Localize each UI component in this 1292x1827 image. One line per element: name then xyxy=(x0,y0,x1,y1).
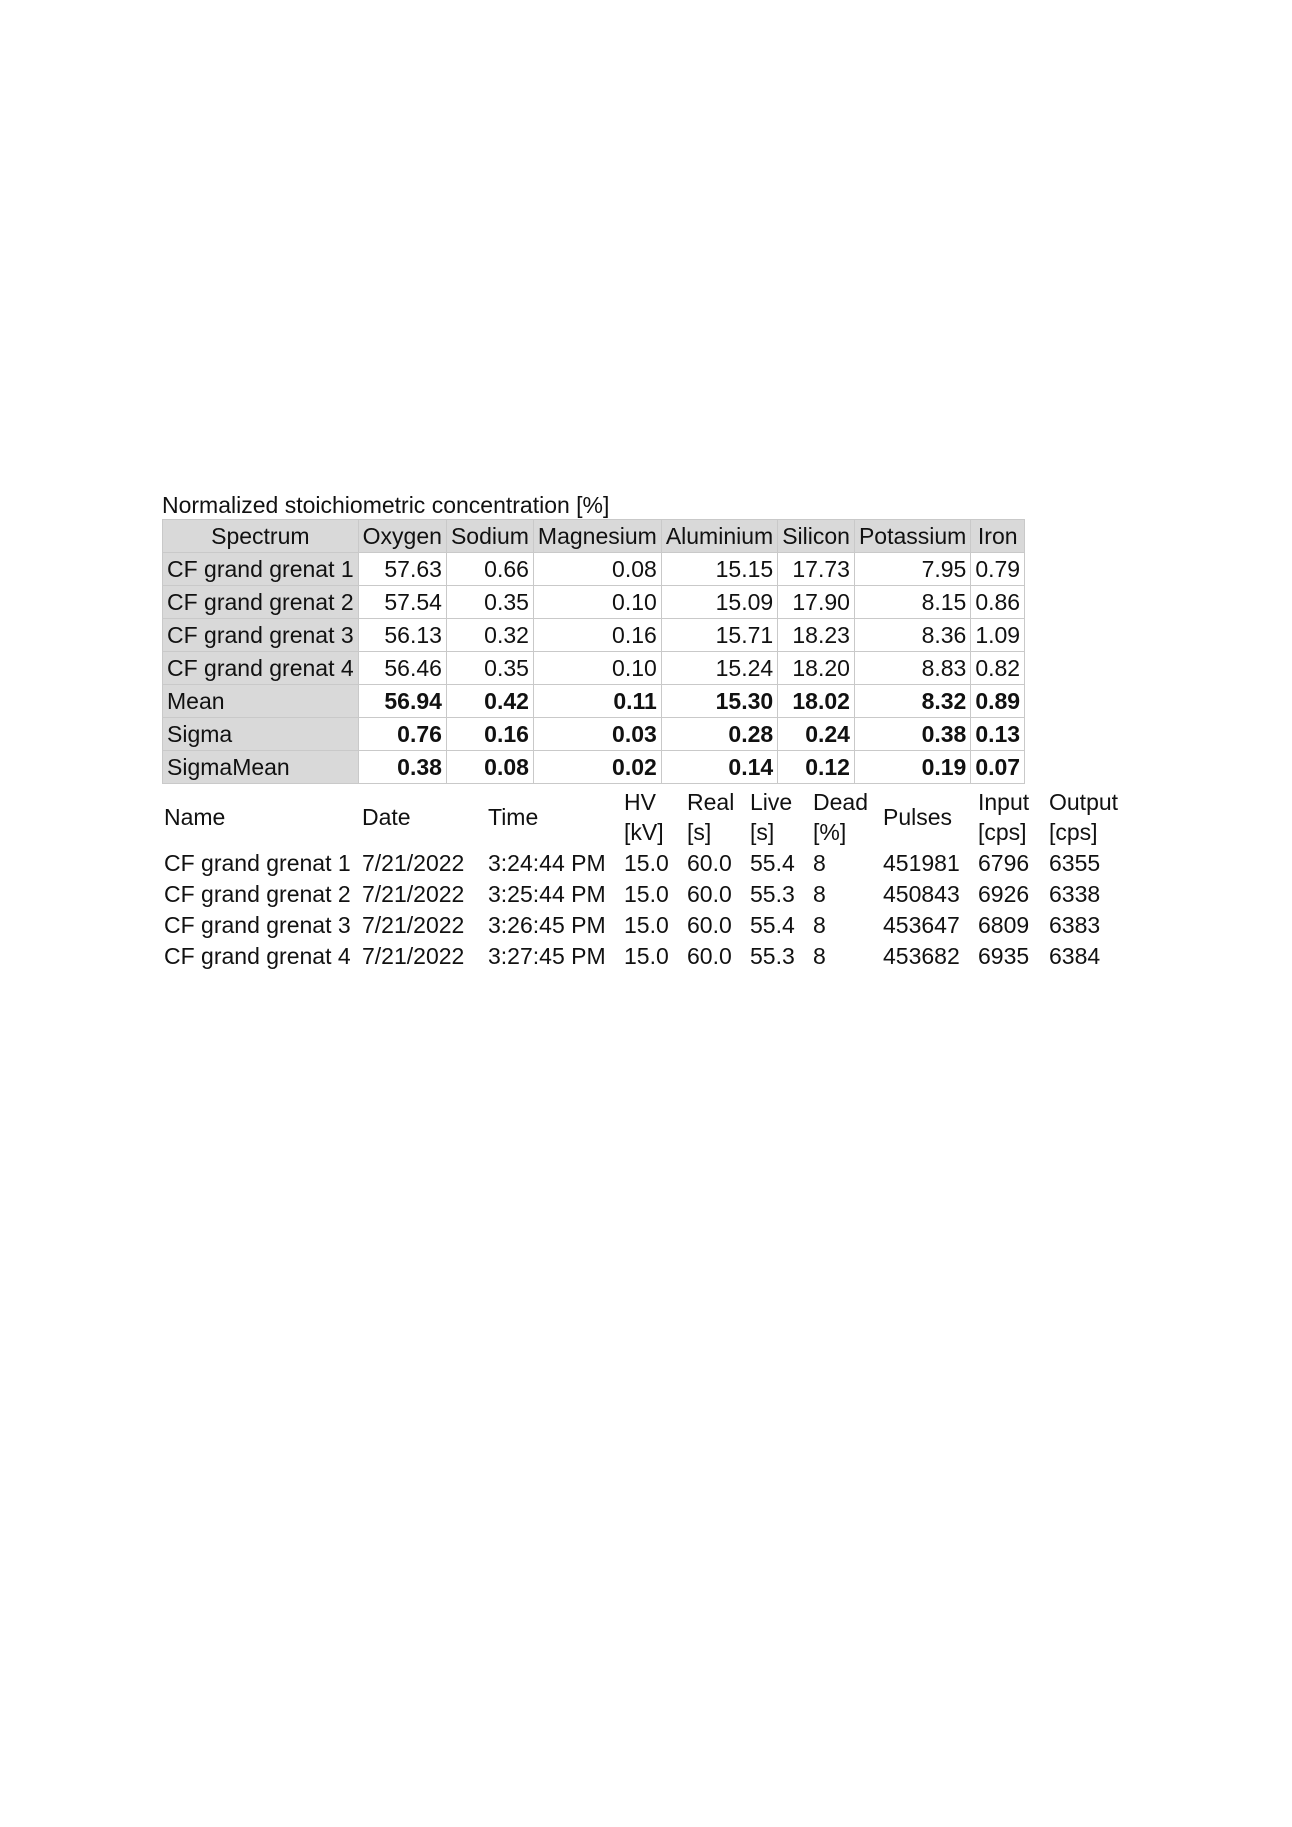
header-line2: [kV] xyxy=(624,819,664,845)
concentration-header-row xyxy=(163,520,1025,553)
cell-aluminium: 15.09 xyxy=(661,586,777,619)
header-line1: Input xyxy=(978,789,1030,815)
cell-oxygen: 0.38 xyxy=(358,751,446,784)
column-header-sodium: Sodium xyxy=(446,520,533,553)
cell-silicon: 0.24 xyxy=(778,718,855,751)
cell-live: 55.4 xyxy=(750,912,795,938)
cell-pulses: 451981 xyxy=(883,850,960,876)
cell-pulses: 453647 xyxy=(883,912,960,938)
column-header-hv xyxy=(624,786,687,848)
header-line2: [cps] xyxy=(1049,819,1098,845)
cell-date: 7/21/2022 xyxy=(362,881,465,907)
acquisition-table xyxy=(164,786,1129,972)
cell-time: 3:24:44 PM xyxy=(488,850,606,876)
header-line1: Real xyxy=(687,789,735,815)
cell-dead: 8 xyxy=(813,912,826,938)
cell-silicon: 17.90 xyxy=(778,586,855,619)
cell-oxygen: 56.46 xyxy=(358,652,446,685)
cell-pulses: 450843 xyxy=(883,881,960,907)
cell-aluminium: 15.15 xyxy=(661,553,777,586)
cell-aluminium: 15.24 xyxy=(661,652,777,685)
cell-iron: 0.79 xyxy=(971,553,1025,586)
cell-hv: 15.0 xyxy=(624,912,669,938)
column-header-spectrum: Spectrum xyxy=(163,520,359,553)
row-label: CF grand grenat 4 xyxy=(163,652,359,685)
column-header-potassium: Potassium xyxy=(854,520,970,553)
row-label: Mean xyxy=(163,685,359,718)
cell-input: 6809 xyxy=(978,912,1030,938)
cell-potassium: 0.38 xyxy=(854,718,970,751)
column-header-pulses xyxy=(883,786,978,848)
column-header-iron: Iron xyxy=(971,520,1025,553)
header-line2: [%] xyxy=(813,819,847,845)
cell-sodium: 0.35 xyxy=(446,586,533,619)
cell-aluminium: 15.71 xyxy=(661,619,777,652)
table-row xyxy=(163,652,1025,685)
cell-real: 60.0 xyxy=(687,912,732,938)
row-label: SigmaMean xyxy=(163,751,359,784)
column-header-live xyxy=(750,786,813,848)
cell-aluminium: 15.30 xyxy=(661,685,777,718)
cell-date: 7/21/2022 xyxy=(362,912,465,938)
cell-silicon: 0.12 xyxy=(778,751,855,784)
column-header-input xyxy=(978,786,1049,848)
cell-name: CF grand grenat 1 xyxy=(164,850,351,876)
row-label: CF grand grenat 1 xyxy=(163,553,359,586)
cell-dead: 8 xyxy=(813,881,826,907)
cell-magnesium: 0.16 xyxy=(533,619,661,652)
cell-output: 6355 xyxy=(1049,850,1101,876)
cell-dead: 8 xyxy=(813,850,826,876)
row-label: CF grand grenat 2 xyxy=(163,586,359,619)
cell-magnesium: 0.03 xyxy=(533,718,661,751)
header-line1: Time xyxy=(488,804,539,830)
cell-input: 6926 xyxy=(978,881,1030,907)
cell-real: 60.0 xyxy=(687,850,732,876)
cell-oxygen: 0.76 xyxy=(358,718,446,751)
cell-iron: 0.82 xyxy=(971,652,1025,685)
column-header-output xyxy=(1049,786,1129,848)
cell-potassium: 8.32 xyxy=(854,685,970,718)
cell-oxygen: 56.94 xyxy=(358,685,446,718)
table-row xyxy=(163,586,1025,619)
cell-live: 55.3 xyxy=(750,881,795,907)
summary-row-sigmamean xyxy=(163,751,1025,784)
cell-sodium: 0.66 xyxy=(446,553,533,586)
header-line1: Date xyxy=(362,804,411,830)
table-row xyxy=(164,848,1129,879)
table-row xyxy=(164,879,1129,910)
acquisition-header-row xyxy=(164,786,1129,848)
cell-sodium: 0.08 xyxy=(446,751,533,784)
cell-magnesium: 0.10 xyxy=(533,586,661,619)
cell-live: 55.4 xyxy=(750,850,795,876)
cell-time: 3:27:45 PM xyxy=(488,943,606,969)
cell-potassium: 8.83 xyxy=(854,652,970,685)
column-header-date xyxy=(362,786,488,848)
column-header-dead xyxy=(813,786,883,848)
cell-sodium: 0.16 xyxy=(446,718,533,751)
table-row xyxy=(163,553,1025,586)
table-caption: Normalized stoichiometric concentration [%] xyxy=(162,492,610,518)
cell-iron: 0.89 xyxy=(971,685,1025,718)
cell-name: CF grand grenat 3 xyxy=(164,912,351,938)
column-header-oxygen: Oxygen xyxy=(358,520,446,553)
column-header-time xyxy=(488,786,624,848)
header-line1: Pulses xyxy=(883,804,953,830)
cell-iron: 1.09 xyxy=(971,619,1025,652)
summary-row-mean xyxy=(163,685,1025,718)
cell-name: CF grand grenat 2 xyxy=(164,881,351,907)
row-label: Sigma xyxy=(163,718,359,751)
header-line2: [s] xyxy=(750,819,775,845)
cell-potassium: 7.95 xyxy=(854,553,970,586)
cell-real: 60.0 xyxy=(687,881,732,907)
cell-oxygen: 56.13 xyxy=(358,619,446,652)
cell-input: 6935 xyxy=(978,943,1030,969)
cell-silicon: 17.73 xyxy=(778,553,855,586)
cell-output: 6384 xyxy=(1049,943,1101,969)
cell-date: 7/21/2022 xyxy=(362,850,465,876)
cell-silicon: 18.02 xyxy=(778,685,855,718)
header-line1: Dead xyxy=(813,789,868,815)
cell-iron: 0.13 xyxy=(971,718,1025,751)
column-header-magnesium: Magnesium xyxy=(533,520,661,553)
cell-iron: 0.07 xyxy=(971,751,1025,784)
table-row xyxy=(164,910,1129,941)
cell-input: 6796 xyxy=(978,850,1030,876)
column-header-aluminium: Aluminium xyxy=(661,520,777,553)
cell-time: 3:25:44 PM xyxy=(488,881,606,907)
cell-magnesium: 0.11 xyxy=(533,685,661,718)
header-line1: HV xyxy=(624,789,656,815)
header-line2: [s] xyxy=(687,819,712,845)
cell-time: 3:26:45 PM xyxy=(488,912,606,938)
column-header-name xyxy=(164,786,362,848)
cell-sodium: 0.32 xyxy=(446,619,533,652)
column-header-silicon: Silicon xyxy=(778,520,855,553)
header-line1: Name xyxy=(164,804,226,830)
cell-sodium: 0.42 xyxy=(446,685,533,718)
header-line1: Live xyxy=(750,789,793,815)
cell-silicon: 18.20 xyxy=(778,652,855,685)
cell-hv: 15.0 xyxy=(624,850,669,876)
row-label: CF grand grenat 3 xyxy=(163,619,359,652)
cell-magnesium: 0.10 xyxy=(533,652,661,685)
header-line2: [cps] xyxy=(978,819,1027,845)
table-row xyxy=(164,941,1129,972)
cell-iron: 0.86 xyxy=(971,586,1025,619)
cell-dead: 8 xyxy=(813,943,826,969)
cell-pulses: 453682 xyxy=(883,943,960,969)
cell-silicon: 18.23 xyxy=(778,619,855,652)
cell-potassium: 8.15 xyxy=(854,586,970,619)
cell-sodium: 0.35 xyxy=(446,652,533,685)
cell-oxygen: 57.54 xyxy=(358,586,446,619)
cell-hv: 15.0 xyxy=(624,881,669,907)
cell-oxygen: 57.63 xyxy=(358,553,446,586)
cell-magnesium: 0.08 xyxy=(533,553,661,586)
cell-name: CF grand grenat 4 xyxy=(164,943,351,969)
cell-date: 7/21/2022 xyxy=(362,943,465,969)
summary-row-sigma xyxy=(163,718,1025,751)
concentration-table xyxy=(162,519,1025,784)
cell-aluminium: 0.14 xyxy=(661,751,777,784)
cell-real: 60.0 xyxy=(687,943,732,969)
cell-output: 6338 xyxy=(1049,881,1101,907)
cell-potassium: 0.19 xyxy=(854,751,970,784)
cell-hv: 15.0 xyxy=(624,943,669,969)
table-row xyxy=(163,619,1025,652)
cell-magnesium: 0.02 xyxy=(533,751,661,784)
column-header-real xyxy=(687,786,750,848)
cell-live: 55.3 xyxy=(750,943,795,969)
cell-aluminium: 0.28 xyxy=(661,718,777,751)
header-line1: Output xyxy=(1049,789,1119,815)
cell-output: 6383 xyxy=(1049,912,1101,938)
cell-potassium: 8.36 xyxy=(854,619,970,652)
